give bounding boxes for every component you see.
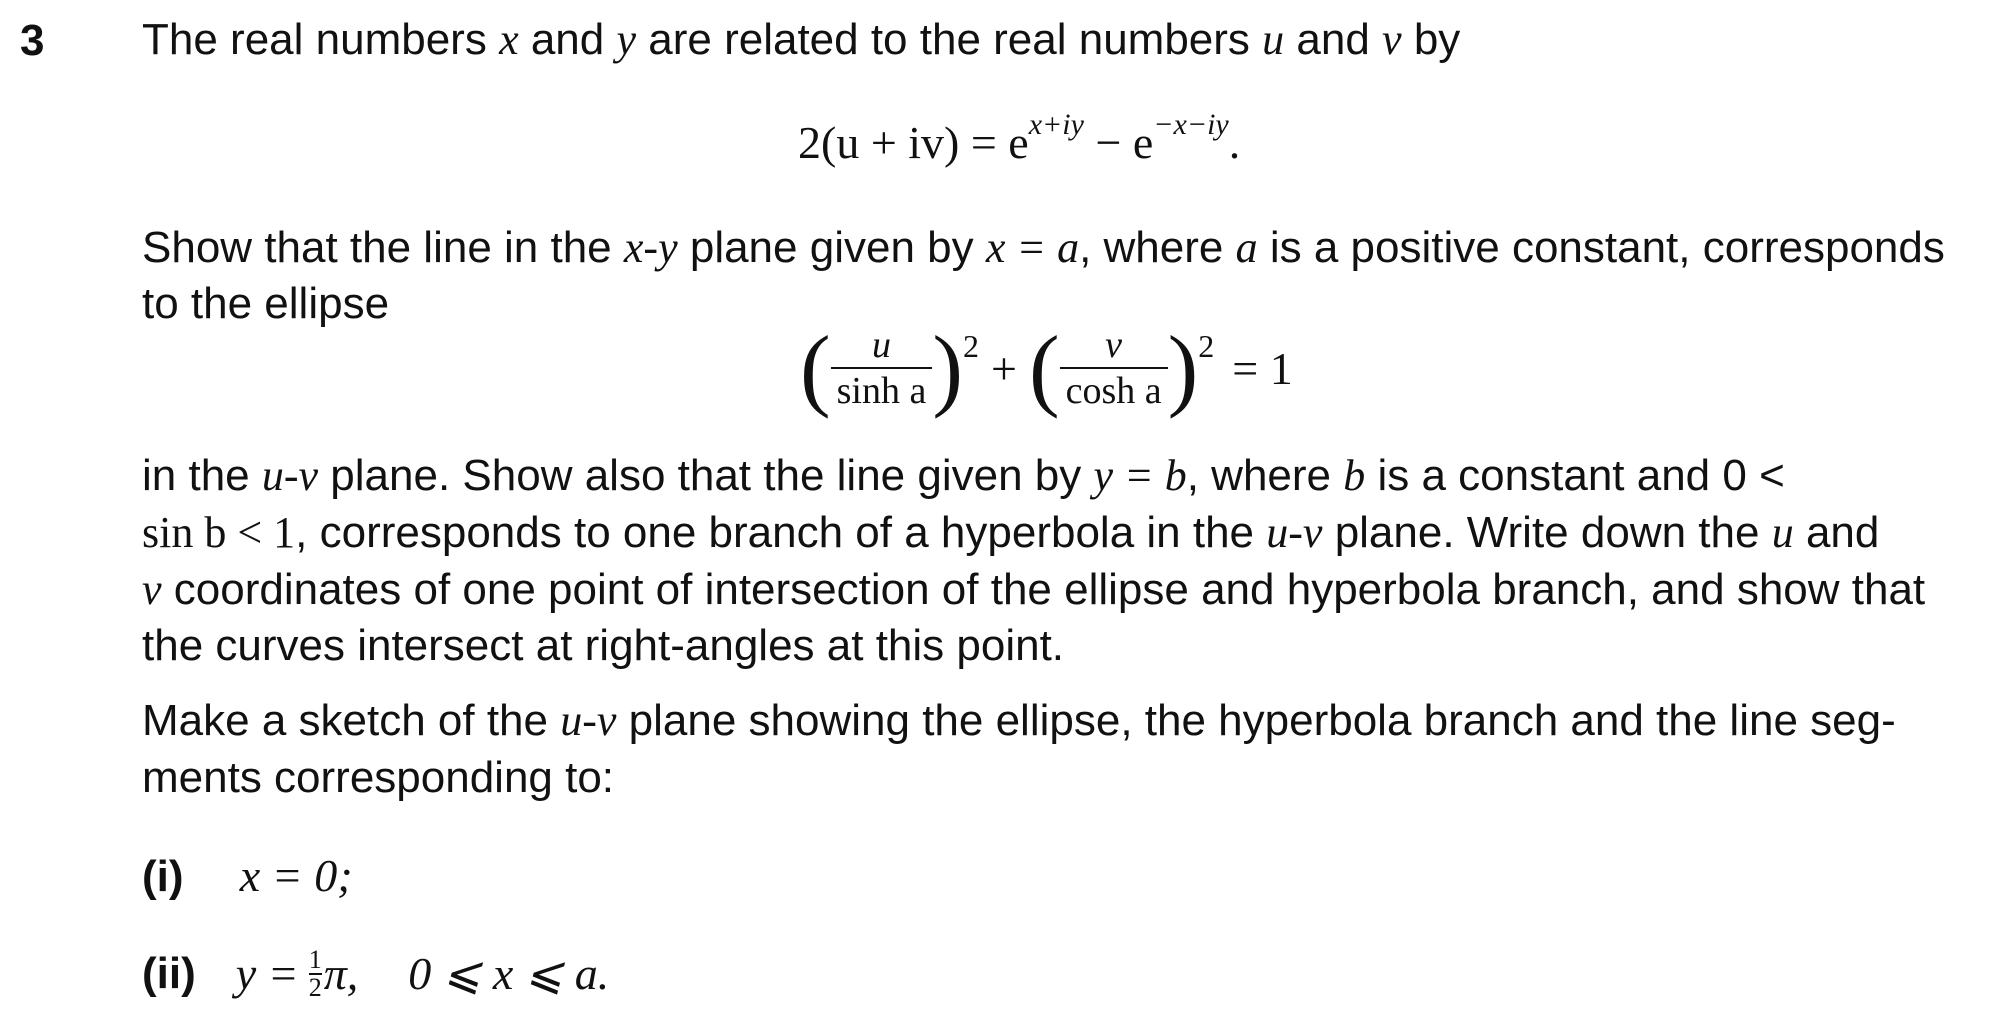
intro-line [142, 12, 1460, 68]
var-y: y [616, 15, 637, 64]
para2-text: , corresponds to one branch of a hyperbola in the [295, 508, 1255, 557]
var-b: b [1343, 451, 1366, 500]
para1-text: is a positive constant, corresponds [1269, 223, 1945, 272]
fraction-u-sinh [831, 323, 933, 413]
part-range: 0 ⩽ x ⩽ a. [408, 948, 610, 999]
part-label: (i) [142, 852, 184, 901]
para3-text: Make a sketch of the [142, 696, 548, 745]
part-i [142, 848, 353, 905]
para1-text: , where [1079, 223, 1224, 272]
paren-open: ( [1028, 317, 1060, 419]
frac-num: u [872, 324, 891, 366]
equation-rhs: = 1 [1232, 342, 1293, 394]
var-v: v [142, 565, 162, 614]
var-xy: x-y [623, 223, 678, 272]
eq1-end: . [1228, 117, 1241, 168]
plus-sign: + [991, 342, 1017, 394]
question-number: 3 [20, 16, 45, 65]
eq1-minus: − e [1083, 117, 1154, 168]
cond-y-eq-b: y = b [1093, 451, 1187, 500]
fraction-half [309, 947, 322, 1001]
para2-line2 [142, 505, 1879, 561]
para2-text: in the [142, 451, 250, 500]
para1-text: Show that the line in the [142, 223, 612, 272]
frac-num: 1 [308, 945, 322, 974]
part-expression: y = [235, 948, 299, 999]
para1-line1 [142, 220, 1945, 276]
eq1-lhs: 2(u + iv) = e [798, 117, 1029, 168]
intro-text: by [1413, 15, 1461, 64]
intro-text: The real numbers [142, 15, 487, 64]
intro-text: and [1296, 15, 1370, 64]
para2-text: and [1805, 508, 1880, 557]
para2-text: coordinates of one point of intersection of the ellipse and hyperbola branch, and show that [173, 565, 1926, 614]
part-expression: π, [323, 948, 359, 999]
para2-text: plane. Write down the [1334, 508, 1760, 557]
var-uv: u-v [1266, 508, 1323, 557]
cond-sin-b: sin b < 1 [142, 508, 296, 557]
para3-line1 [142, 693, 1896, 749]
var-x: x [499, 15, 519, 64]
para1-text: plane given by [689, 223, 974, 272]
paren-open: ( [800, 317, 831, 419]
var-a: a [1235, 223, 1258, 272]
para3-line2: ments corresponding to: [142, 753, 615, 802]
para2-line1 [142, 448, 1785, 504]
frac-num: v [1105, 324, 1123, 366]
intro-text: and [530, 15, 605, 64]
equation-exponential [798, 108, 1241, 169]
var-u: u [1262, 15, 1285, 64]
var-uv: u-v [560, 696, 617, 745]
exponent: 2 [1198, 328, 1215, 364]
intro-text: are related to the real numbers [648, 15, 1250, 64]
cond-x-eq-a: x = a [985, 223, 1080, 272]
eq1-exp2: −x−iy [1153, 108, 1229, 141]
paren-close: ) [932, 317, 963, 419]
frac-den: sinh a [831, 367, 933, 413]
para2-line4: the curves intersect at right-angles at this point. [142, 621, 1065, 670]
var-u: u [1771, 508, 1794, 557]
equation-ellipse [800, 317, 1293, 419]
para2-text: , where [1186, 451, 1332, 500]
exponent: 2 [963, 328, 979, 364]
eq1-exp1: x+iy [1028, 108, 1084, 141]
part-label: (ii) [142, 949, 196, 998]
part-ii [142, 946, 609, 1002]
frac-den: cosh a [1060, 367, 1168, 413]
var-v: v [1382, 15, 1402, 64]
para2-text: is a constant and 0 < [1377, 451, 1785, 500]
para3-text: plane showing the ellipse, the hyperbola branch and the line seg- [628, 696, 1896, 745]
var-uv: u-v [261, 451, 319, 500]
para2-line3 [142, 562, 1925, 618]
part-expression: x = 0; [239, 850, 353, 901]
fraction-v-cosh [1060, 323, 1168, 413]
para1-line2: to the ellipse [142, 279, 390, 328]
paren-close: ) [1167, 317, 1199, 419]
para2-text: plane. Show also that the line given by [330, 451, 1082, 500]
frac-den: 2 [308, 973, 322, 1002]
